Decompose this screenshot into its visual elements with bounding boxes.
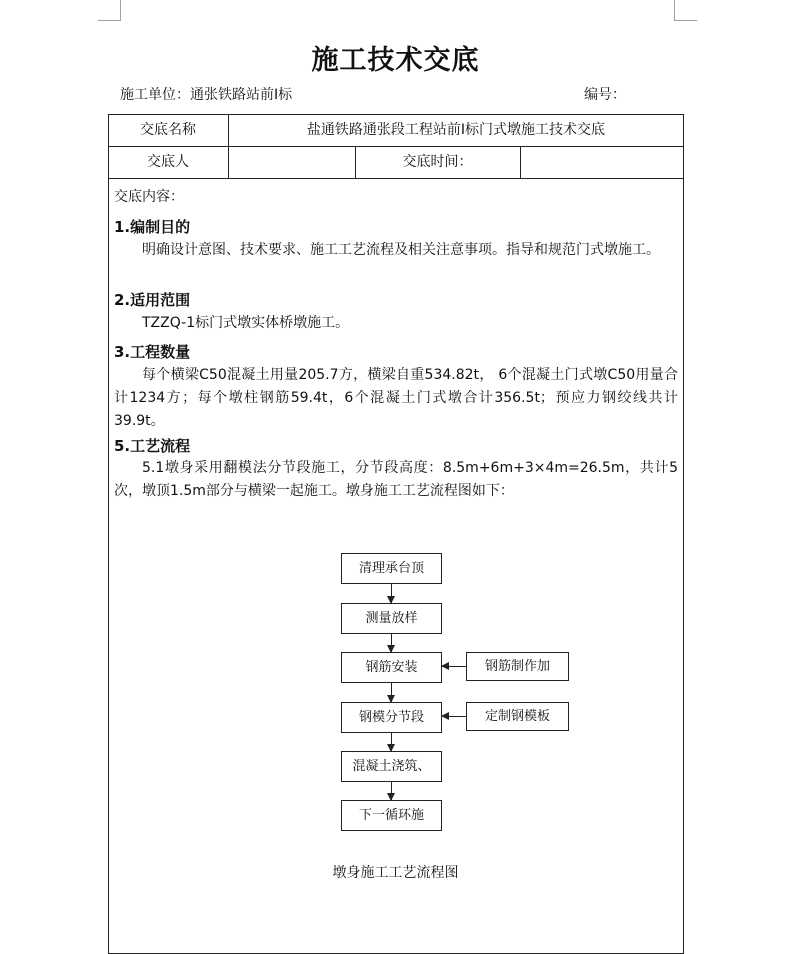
flow-step-formwork: 钢模分节段 xyxy=(341,702,442,733)
page-corner-mark-left xyxy=(98,0,121,21)
document-number-label: 编号： xyxy=(584,87,626,103)
disclosure-time-label: 交底时间： xyxy=(402,154,473,170)
section-paragraph-scope: TZZQ-1标门式墩实体桥墩施工。 xyxy=(142,315,350,331)
flow-step-concrete-pour: 混凝土浇筑、 xyxy=(341,751,442,782)
flow-step-clear-cap: 清理承台顶 xyxy=(341,553,442,584)
table-row-divider xyxy=(108,178,684,179)
section-heading-purpose: 1.编制目的 xyxy=(114,218,191,236)
table-col-divider xyxy=(520,146,521,178)
discloser-label: 交底人 xyxy=(147,154,189,170)
flow-input-rebar-fabrication: 钢筋制作加 xyxy=(466,652,569,681)
flow-arrow-down xyxy=(391,584,392,603)
flow-arrow-down xyxy=(391,683,392,702)
flow-arrow-down xyxy=(391,733,392,751)
section-heading-quantities: 3.工程数量 xyxy=(114,343,191,361)
flow-arrow-down xyxy=(391,782,392,800)
document-title: 施工技术交底 xyxy=(311,45,480,76)
section-paragraph-purpose: 明确设计意图、技术要求、施工工艺流程及相关注意事项。指导和规范门式墩施工。 xyxy=(142,242,660,258)
section-heading-scope: 2.适用范围 xyxy=(114,291,191,309)
flow-step-rebar-install: 钢筋安装 xyxy=(341,652,442,683)
flow-arrow-left xyxy=(442,666,466,667)
flow-step-survey: 测量放样 xyxy=(341,603,442,634)
section-paragraph-process: 5.1墩身采用翻模法分节段施工，分节段高度：8.5m+6m+3×4m=26.5m，共计5次，墩顶1.5m部分与横梁一起施工。墩身施工工艺流程图如下： xyxy=(114,460,678,499)
flow-arrow-down xyxy=(391,634,392,652)
flow-input-custom-formwork: 定制钢模板 xyxy=(466,702,569,731)
section-heading-process: 5.工艺流程 xyxy=(114,437,191,455)
disclosure-name-value: 盐通铁路通张段工程站前Ⅰ标门式墩施工技术交底 xyxy=(306,122,606,138)
construction-unit-label: 施工单位：通张铁路站前Ⅰ标 xyxy=(120,87,293,103)
disclosure-name-label: 交底名称 xyxy=(140,122,196,138)
page-corner-mark-right xyxy=(674,0,697,21)
content-label: 交底内容： xyxy=(114,189,184,205)
flow-step-next-cycle: 下一循环施 xyxy=(341,800,442,831)
flow-arrow-left xyxy=(442,716,466,717)
section-paragraph-quantities: 每个横梁C50混凝土用量205.7方，横梁自重534.82t， 6个混凝土门式墩C50用量合计1234方；每个墩柱钢筋59.4t，6个混凝土门式墩合计356.5t；预应力钢绞线共计39.9t。 xyxy=(114,367,678,429)
flowchart-caption: 墩身施工工艺流程图 xyxy=(332,865,459,881)
